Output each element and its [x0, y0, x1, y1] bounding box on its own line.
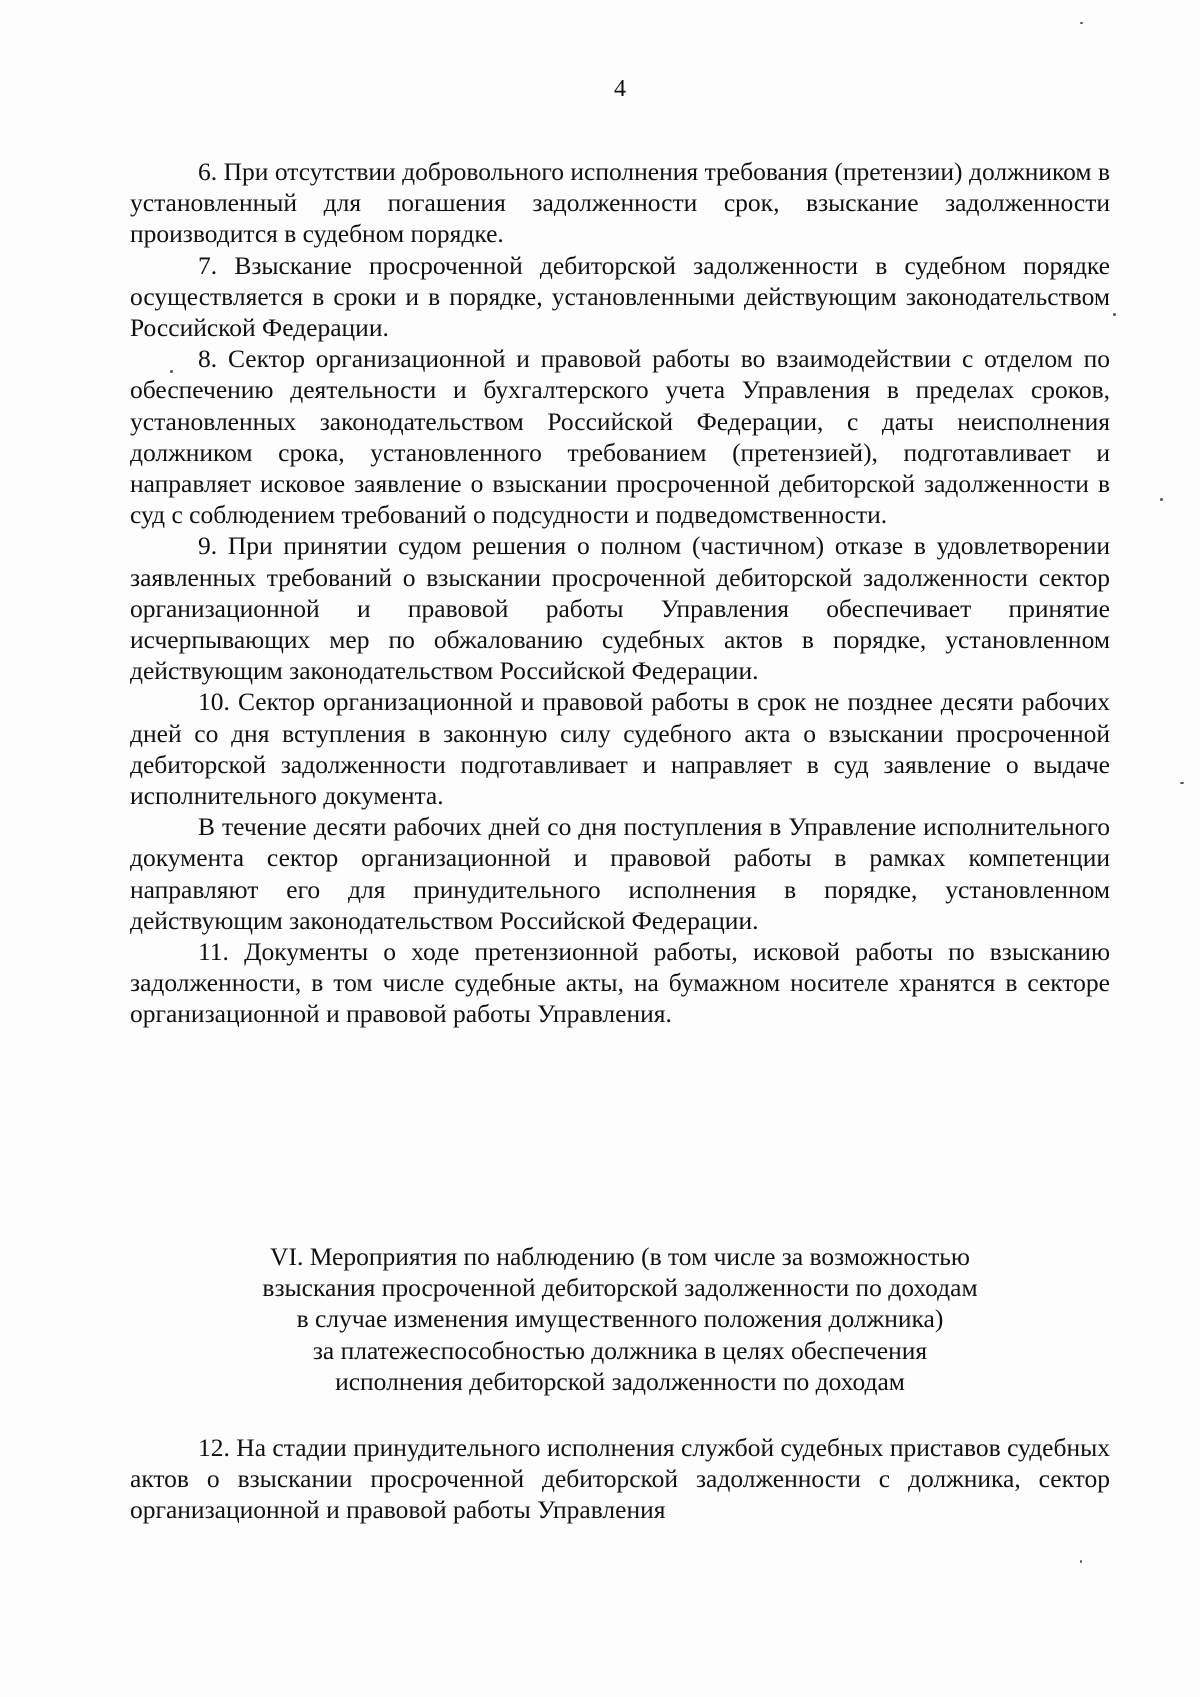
paragraph-10: 10. Сектор организационной и правовой работы в срок не позднее десяти рабочих дней со дня вступления в законную силу судебного акта о взыскании просроченной дебиторской задолженности подготавливает и направляет в суд заявление о выдаче исполнительного документа.	[130, 687, 1110, 811]
body-text-after-heading	[130, 1432, 1110, 1526]
paragraph-8: 8. Сектор организационной и правовой работы во взаимодействии с отделом по обеспечению деятельности и бухгалтерского учета Управления в пределах сроков, установленных законодательством Российской Федерации, с даты неисполнения должником срока, установленного требованием (претензией), подготавливает и направляет исковое заявление о взыскании просроченной дебиторской задолженности в суд с соблюдением требований о подсудности и подведомственности.	[130, 344, 1110, 530]
scan-speck	[1080, 22, 1083, 24]
section-heading	[130, 1241, 1110, 1397]
paragraph-7: 7. Взыскание просроченной дебиторской задолженности в судебном порядке осуществляется в сроки и в порядке, установленными действующим законодательством Российской Федерации.	[130, 250, 1110, 343]
body-text	[130, 156, 1110, 1030]
scan-speck	[170, 370, 173, 373]
section-heading-line: исполнения дебиторской задолженности по доходам	[335, 1366, 905, 1396]
scan-speck	[1113, 313, 1116, 316]
paragraph-6: 6. При отсутствии добровольного исполнения требования (претензии) должником в установленный для погашения задолженности срок, взыскание задолженности производится в судебном порядке.	[130, 157, 1110, 249]
section-heading-line: взыскания просроченной дебиторской задолженности по доходам	[262, 1273, 978, 1303]
paragraph-12: 12. На стадии принудительного исполнения службой судебных приставов судебных актов о взыскании просроченной дебиторской задолженности с должника, сектор организационной и правовой работы Управления	[130, 1433, 1110, 1525]
scan-speck	[1080, 1560, 1082, 1563]
page-number: 4	[614, 76, 626, 102]
scan-speck	[1180, 782, 1184, 784]
section-heading-line: VI. Мероприятия по наблюдению (в том числе за возможностью	[270, 1242, 970, 1271]
paragraph-9: 9. При принятии судом решения о полном (частичном) отказе в удовлетворении заявленных требований о взыскании просроченной дебиторской задолженности сектор организационной и правовой работы Управления обеспечивает принятие исчерпывающих мер по обжалованию судебных актов в порядке, установленном действующим законодательством Российской Федерации.	[130, 531, 1110, 686]
section-heading-line: за платежеспособностью должника в целях обеспечения	[312, 1335, 928, 1365]
paragraph-10-continuation: В течение десяти рабочих дней со дня поступления в Управление исполнительного документа сектор организационной и правовой работы в рамках компетенции направляют его для принудительного исполнения в порядке, установленном действующим законодательством Российской Федерации.	[130, 812, 1110, 935]
section-heading-line: в случае изменения имущественного положения должника)	[296, 1304, 944, 1334]
paragraph-11: 11. Документы о ходе претензионной работы, исковой работы по взысканию задолженности, в том числе судебные акты, на бумажном носителе хранятся в секторе организационной и правовой работы Управления.	[130, 937, 1110, 1029]
scan-speck	[1160, 498, 1163, 501]
